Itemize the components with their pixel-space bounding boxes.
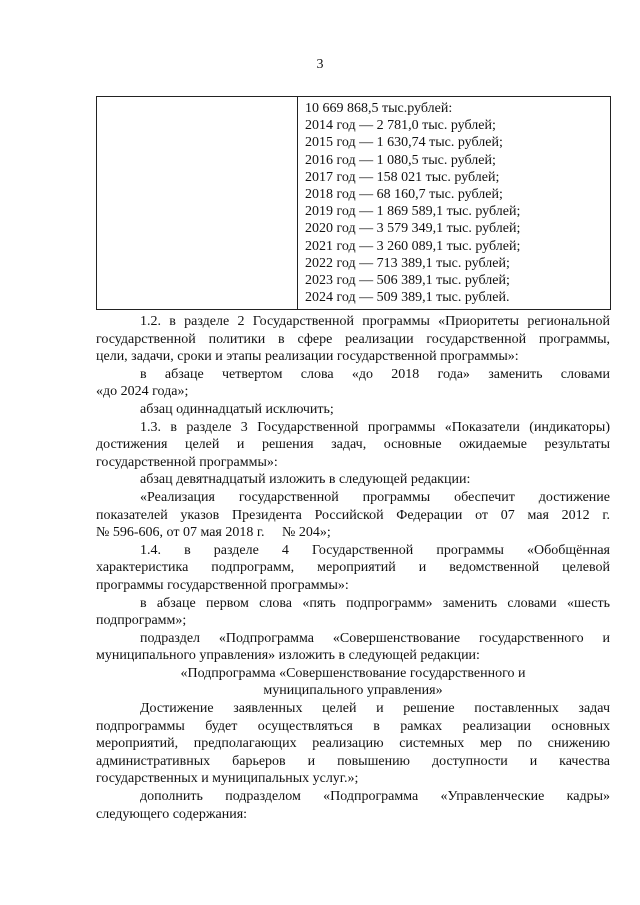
document-body — [96, 313, 610, 823]
text-line: 1.3. в разделе 3 Государственной программы «Показатели (индикаторы) — [140, 419, 610, 435]
table-line: 2021 год — 3 260 089,1 тыс. рублей; — [305, 238, 521, 254]
text-line: показателей указов Президента Российской Федерации от 07 мая 2012 г. — [96, 507, 610, 523]
text-line: государственных и муниципальных услуг.»; — [96, 771, 359, 787]
table-line: 2023 год — 506 389,1 тыс. рублей; — [305, 272, 510, 288]
text-line: дополнить подразделом «Подпрограмма «Управленческие кадры» — [140, 789, 610, 805]
text-line: муниципального управления» изложить в следующей редакции: — [96, 648, 480, 664]
text-line: программы государственной программы»: — [96, 577, 349, 593]
text-line: административных барьеров и повышению доступности и качества — [96, 753, 610, 769]
financing-table — [96, 96, 611, 310]
text-line: в абзаце первом слова «пять подпрограмм» заменить словами «шесть — [140, 595, 610, 611]
table-line: 2019 год — 1 869 589,1 тыс. рублей; — [305, 204, 521, 220]
text-line: в абзаце четвертом слова «до 2018 года» заменить словами — [140, 366, 610, 382]
table-line: 2020 год — 3 579 349,1 тыс. рублей; — [305, 221, 521, 237]
table-line: 2024 год — 509 389,1 тыс. рублей. — [305, 290, 510, 306]
text-line: государственной программы»: — [96, 454, 278, 470]
text-line: цели, задачи, сроки и этапы реализации государственной программы»: — [96, 349, 519, 365]
table-line: 2016 год — 1 080,5 тыс. рублей; — [305, 152, 496, 168]
text-line: подпрограмм»; — [96, 613, 187, 629]
table-line: 2014 год — 2 781,0 тыс. рублей; — [305, 118, 496, 134]
text-line: абзац девятнадцатый изложить в следующей редакции: — [140, 472, 471, 488]
page-number: 3 — [316, 57, 324, 72]
table-right-cell — [305, 100, 604, 306]
table-line: 2017 год — 158 021 тыс. рублей; — [305, 169, 500, 185]
section-heading: «Подпрограмма «Совершенствование государственного и — [180, 665, 526, 681]
table-left-cell — [97, 97, 297, 309]
table-column-divider — [297, 97, 298, 309]
text-line: государственной политики в сфере реализации государственной программы, — [96, 331, 610, 347]
text-line: «Реализация государственной программы обеспечит достижение — [140, 489, 610, 505]
text-line: мероприятий, предполагающих реализацию системных мер по снижению — [96, 736, 610, 752]
text-line: подраздел «Подпрограмма «Совершенствование государственного и — [140, 630, 610, 646]
text-line: Достижение заявленных целей и решение поставленных задач — [140, 701, 610, 717]
text-line: следующего содержания: — [96, 806, 248, 822]
text-line: абзац одиннадцатый исключить; — [140, 401, 334, 417]
table-line: 10 669 868,5 тыс.рублей: — [305, 101, 453, 116]
section-heading: муниципального управления» — [263, 683, 443, 699]
table-line: 2015 год — 1 630,74 тыс. рублей; — [305, 135, 503, 151]
text-line: достижения целей и решения задач, основные ожидаемые результаты — [96, 437, 610, 453]
text-line: «до 2024 года»; — [96, 384, 189, 400]
text-line: 1.2. в разделе 2 Государственной программы «Приоритеты региональной — [140, 314, 610, 329]
text-line: характеристика подпрограмм, мероприятий и ведомственной целевой — [96, 560, 610, 576]
text-line: подпрограммы будет осуществляться в рамках реализации основных — [96, 718, 610, 734]
table-line: 2022 год — 713 389,1 тыс. рублей; — [305, 255, 510, 271]
text-line: 1.4. в разделе 4 Государственной программы «Обобщённая — [140, 542, 610, 558]
text-line: № 596-606, от 07 мая 2018 г. № 204»; — [96, 525, 331, 541]
table-line: 2018 год — 68 160,7 тыс. рублей; — [305, 186, 503, 202]
